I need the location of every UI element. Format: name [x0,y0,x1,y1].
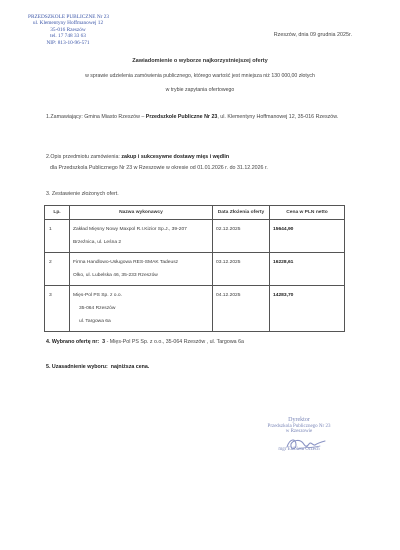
document-title: Zawiadomienie o wyborze najkorzystniejszej oferty [132,58,268,64]
selected-offer-label: 4. Wybrano ofertę nr: [46,339,100,345]
row-contractor [70,253,213,286]
section-justification [46,362,366,373]
contractor-line: Mięs-Pol PS Sp. z o.o. [73,293,122,298]
justification-label: 5. Uzasadnienie wyboru: [46,364,108,370]
section-offers-label: 3. Zestawienie złożonych ofert. [46,191,119,197]
document-date: Rzeszów, dnia 09 grudnia 2025r. [273,32,352,38]
row-price: 14283,70 [270,286,345,332]
document-subtitle: w sprawie udzielenia zamówienia publicznego, którego wartość jest mniejsza niż 130 000,00 złotych [85,73,315,79]
row-lp: 1 [45,220,70,253]
contractor-line: 35-064 Rzeszów [79,306,116,311]
offers-table-header [45,206,345,220]
signature-line: mgr Elżbieta Orzech [278,446,320,452]
section-ordering-party [46,112,366,123]
ordering-party-address: , ul. Klementyny Hoffmanowej 12, 35-016 Rzeszów. [217,114,339,120]
stamp-line: ul. Klementyny Hoffmanowej 12 [32,20,104,27]
signature-line: Dyrektor [288,417,310,423]
row-date: 02.12.2025 [213,220,270,253]
row-date: 03.12.2025 [213,253,270,286]
section-selected-offer [46,337,366,348]
header-contractor: Nazwa wykonawcy [70,206,213,220]
contractor-line: Zakład Mięsny Nowy Maxpol R.I.Kizior Sp.J., 39-207 [73,227,187,232]
stamp-line: tel. 17 748 33 63 [50,33,86,40]
row-price: 16228,61 [270,253,345,286]
contractor-line: ul. Targowa 6a [79,319,111,324]
handwritten-signature-icon [284,434,328,454]
stamp-line: 35-016 Rzeszów [50,26,86,33]
row-date: 04.12.2025 [213,286,270,332]
offers-table [44,205,345,332]
row-price: 15644,90 [270,220,345,253]
signature-line: Przedszkola Publicznego Nr 23 [267,423,331,429]
header-price: Cena w PLN netto [270,206,345,220]
order-subject-period: dla Przedszkola Publicznego Nr 23 w Rzeszowie w okresie od 01.01.2026 r. do 31.12.2026 r. [50,165,268,171]
contractor-line: Brzeźnica, ul. Leśna 2 [73,240,122,245]
justification-text: najniższa cena. [110,364,150,370]
stamp-line: NIP: 813-10-96-571 [46,39,90,46]
table-row [45,286,345,332]
row-contractor [70,220,213,253]
contractor-line: Firma Handlowo-Usługowa RES-SMAK Tadeusz [73,260,179,265]
selected-offer-contractor: - Mięs-Pol PS Sp. z o.o., 35-064 Rzeszów , ul. Targowa 6a [105,339,244,345]
ordering-party-name: Przedszkole Publiczne Nr 23 [145,114,218,120]
order-subject: zakup i sukcesywne dostawy mięs i wędlin [121,154,230,160]
stamp-line: PRZEDSZKOLE PUBLICZNE Nr 23 [28,14,110,20]
row-lp: 3 [45,286,70,332]
contractor-line: Olko, ul. Lubelska 46, 35-233 Rzeszów [73,273,158,278]
selected-offer-number: 3 [102,339,106,345]
ordering-party-prefix: 1.Zamawiający: Gmina Miasto Rzeszów – [46,114,146,120]
table-row [45,253,345,286]
document-subtitle-mode: w trybie zapytania ofertowego [165,87,235,93]
school-stamp [28,14,108,46]
order-subject-prefix: 2.Opis przedmiotu zamówienia: [46,154,120,160]
header-date: Data Złożenia oferty [213,206,270,220]
section-order-subject [46,152,366,174]
signature-line: w Rzeszowie [285,429,313,435]
row-contractor [70,286,213,332]
row-lp: 2 [45,253,70,286]
header-lp: Lp. [45,206,70,220]
table-row [45,220,345,253]
